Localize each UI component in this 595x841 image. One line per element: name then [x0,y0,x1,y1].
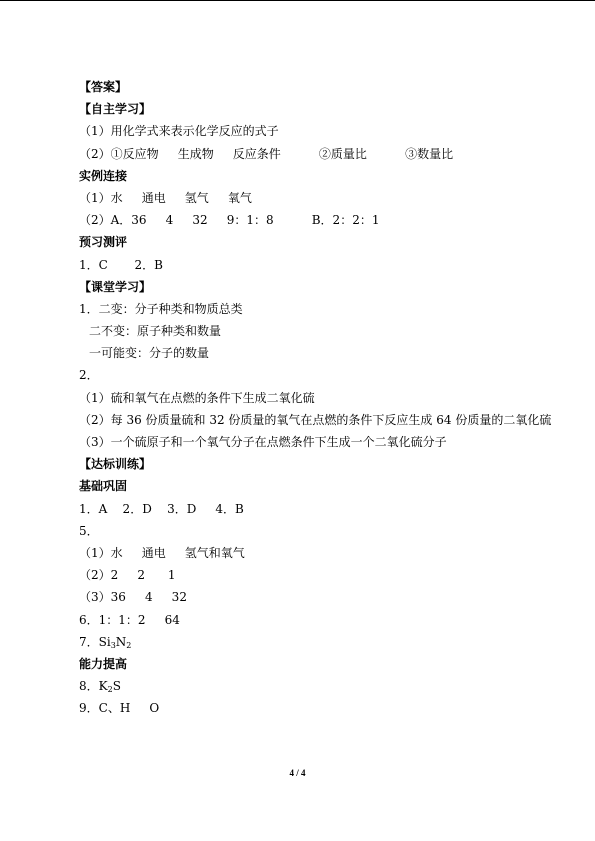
section-heading: 【达标训练】 [79,457,152,472]
answer-line: （1）水 通电 氢气 氧气 [79,190,252,205]
section-heading: 实例连接 [79,168,128,183]
answer-line: 1．C 2．B [79,257,163,272]
answer-line: （1）硫和氧气在点燃的条件下生成二氧化硫 [79,390,315,405]
formula-subscript: 3 [110,640,116,650]
formula-subscript: 2 [107,685,113,695]
answer-line: 9．C、H O [79,701,160,716]
formula-element: Si [98,634,111,649]
answer-line: 7．$Si_3N_2$ [79,634,132,650]
formula-element: N [115,634,127,649]
answer-line: 2． [79,368,99,383]
answer-line: 1．A 2．D 3．D 4．B [79,501,244,516]
answer-line: 1．二变：分子种类和物质总类 [79,301,243,316]
section-heading: 能力提高 [79,656,128,671]
answer-line: 一可能变：分子的数量 [89,346,210,361]
answer-line: （2）①反应物 生成物 反应条件 ②质量比 ③数量比 [79,146,454,161]
answer-line: （2）A．36 4 32 9：1：8 B．2：2：1 [79,213,380,228]
formula-element: K [98,679,108,694]
answer-line: 二不变：原子种类和数量 [89,324,222,339]
answer-line: （2）每 36 份质量硫和 32 份质量的氧气在点燃的条件下反应生成 64 份质量的二氧化硫 [79,412,552,427]
section-heading: 预习测评 [79,235,128,250]
page-top-border [0,0,595,1]
formula-subscript: 2 [126,640,132,650]
section-heading: 基础巩固 [79,479,128,494]
page-number: 4 / 4 [289,768,306,778]
formula-element: S [112,679,121,694]
answer-line: （3）36 4 32 [79,590,187,605]
answer-line: （1）用化学式来表示化学反应的式子 [79,124,279,139]
answer-content [79,76,559,719]
section-heading: 【自主学习】 [79,102,152,117]
section-heading: 【答案】 [79,80,128,94]
answer-line: 5． [79,523,99,538]
answer-line: （2）2 2 1 [79,568,176,583]
answer-line: 8．$K_2S$ [79,679,121,695]
answer-line: （3）一个硫原子和一个氧气分子在点燃条件下生成一个二氧化硫分子 [79,435,447,449]
answer-line: 6．1：1：2 64 [79,612,180,627]
section-heading: 【课堂学习】 [79,279,152,294]
answer-line: （1）水 通电 氢气和氧气 [79,545,245,560]
